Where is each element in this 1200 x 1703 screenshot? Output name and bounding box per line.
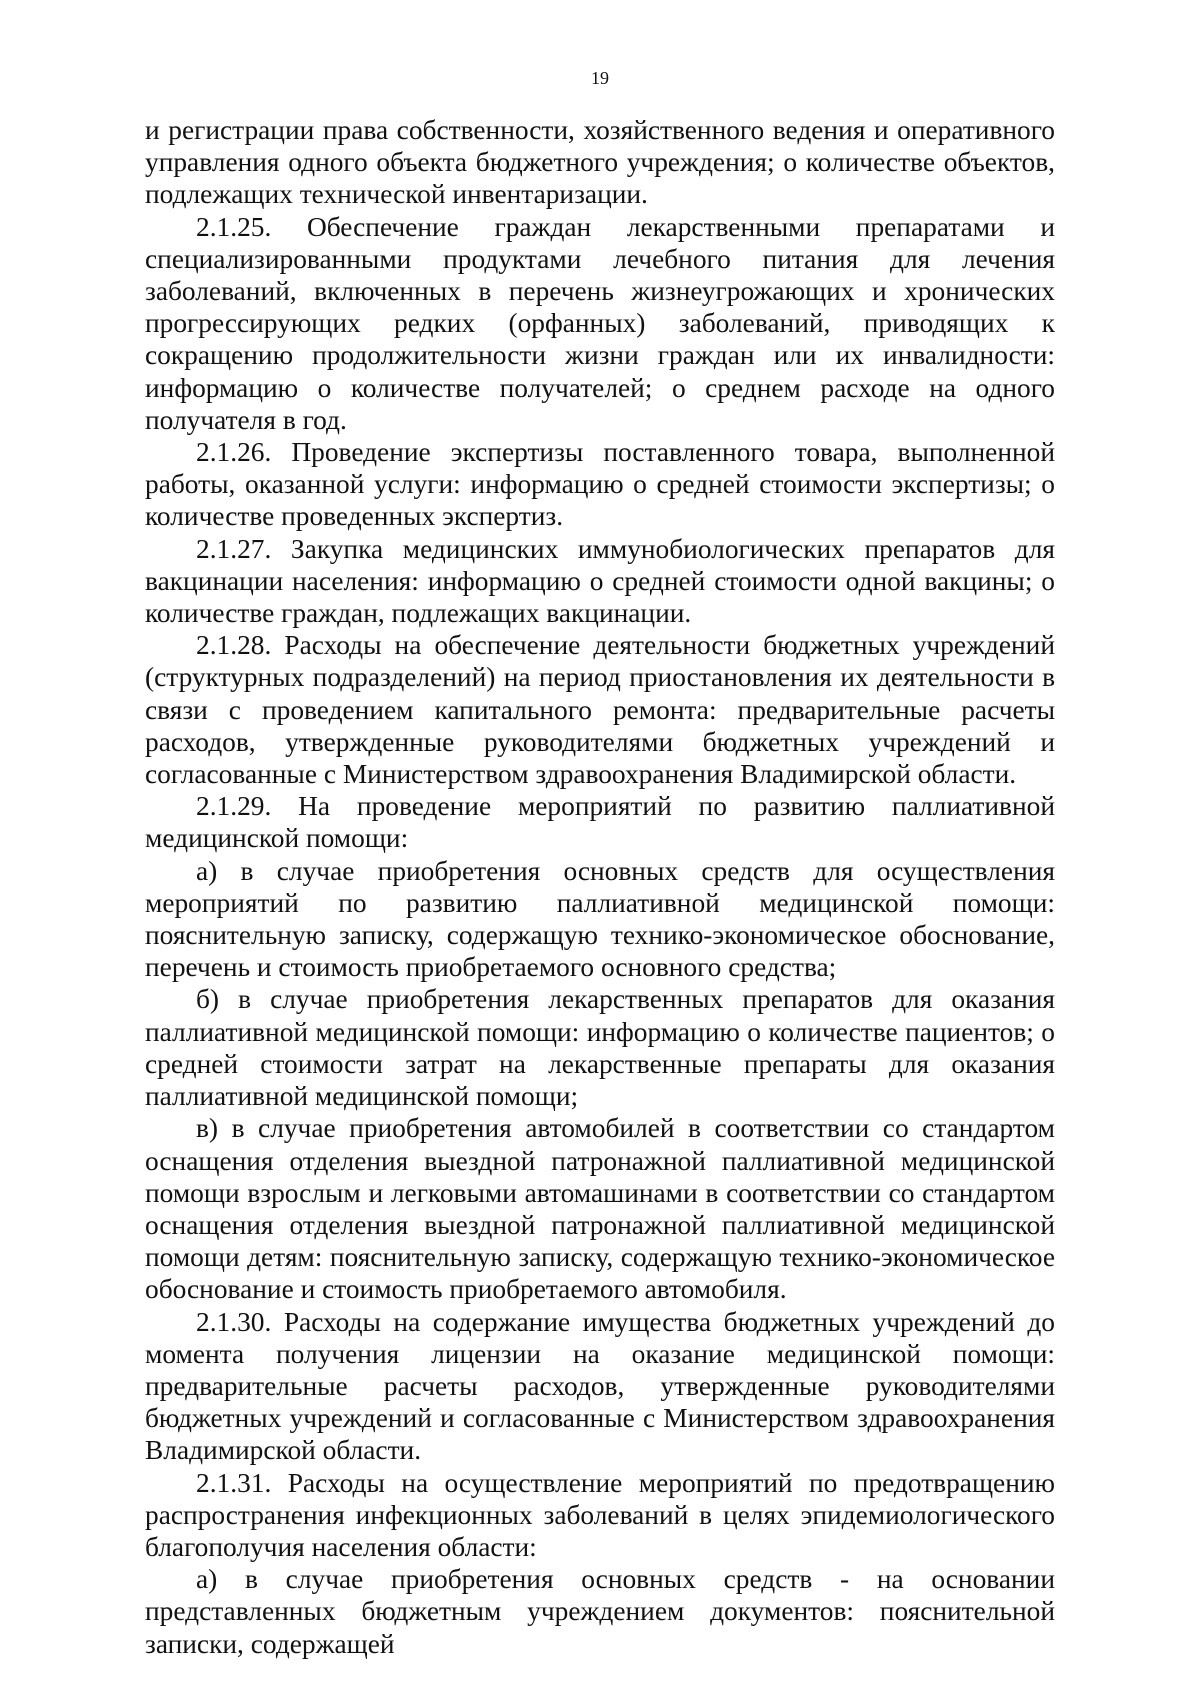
paragraph-2-1-31: 2.1.31. Расходы на осуществление мероприятий по предотвращению распространения инфекционных заболеваний в целях эпидемиологического благополучия населения области: <box>145 1467 1055 1562</box>
paragraph-2-1-28: 2.1.28. Расходы на обеспечение деятельности бюджетных учреждений (структурных подразделений) на период приостановления их деятельности в связи с проведением капитального ремонта: предварительные расчеты расходов, утвержденные руководителями бюджетных учреждений и согласованные с Министерством здравоохранения Владимирской области. <box>145 630 1055 790</box>
paragraph-2-1-29-a: а) в случае приобретения основных средств для осуществления мероприятий по развитию паллиативной медицинской помощи: пояснительную записку, содержащую технико-экономическое обоснование, перечень и стоимость приобретаемого основного средства; <box>145 855 1055 983</box>
paragraph-2-1-31-a: а) в случае приобретения основных средств - на основании представленных бюджетным учреждением документов: пояснительной записки, содержащей <box>145 1564 1055 1659</box>
paragraph-2-1-29-b: б) в случае приобретения лекарственных препаратов для оказания паллиативной медицинской помощи: информацию о количестве пациентов; о средней стоимости затрат на лекарственные препараты для оказания паллиативной медицинской помощи; <box>145 984 1055 1112</box>
paragraph-2-1-27: 2.1.27. Закупка медицинских иммунобиологических препаратов для вакцинации населения: информацию о средней стоимости одной вакцины; о количестве граждан, подлежащих вакцинации. <box>145 533 1055 629</box>
paragraph-2-1-29-v: в) в случае приобретения автомобилей в соответствии со стандартом оснащения отделения выездной патронажной паллиативной медицинской помощи взрослым и легковыми автомашинами в соответствии со стандартом оснащения отделения выездной патронажной паллиативной медицинской помощи детям: пояснительную записку, содержащую технико-экономическое обоснование и стоимость приобретаемого автомобиля. <box>145 1113 1055 1305</box>
document-body <box>145 114 1055 1660</box>
paragraph-2-1-25: 2.1.25. Обеспечение граждан лекарственными препаратами и специализированными продуктами лечебного питания для лечения заболеваний, включенных в перечень жизнеугрожающих и хронических прогрессирующих редких (орфанных) заболеваний, приводящих к сокращению продолжительности жизни граждан или их инвалидности: информацию о количестве получателей; о среднем расходе на одного получателя в год. <box>145 211 1055 435</box>
paragraph-2-1-30: 2.1.30. Расходы на содержание имущества бюджетных учреждений до момента получения лицензии на оказание медицинской помощи: предварительные расчеты расходов, утвержденные руководителями бюджетных учреждений и согласованные с Министерством здравоохранения Владимирской области. <box>145 1306 1055 1466</box>
paragraph-continuation: и регистрации права собственности, хозяйственного ведения и оперативного управления одного объекта бюджетного учреждения; о количестве объектов, подлежащих технической инвентаризации. <box>145 115 1055 210</box>
paragraph-2-1-29: 2.1.29. На проведение мероприятий по развитию паллиативной медицинской помощи: <box>145 791 1055 854</box>
paragraph-2-1-26: 2.1.26. Проведение экспертизы поставленного товара, выполненной работы, оказанной услуги: информацию о средней стоимости экспертизы; о количестве проведенных экспертиз. <box>145 437 1055 532</box>
page-number: 19 <box>591 68 609 88</box>
